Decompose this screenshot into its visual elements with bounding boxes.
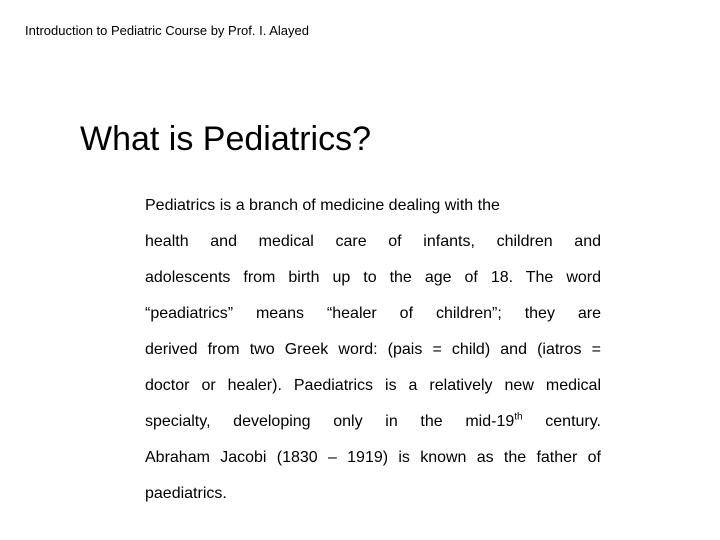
body-line-segment: specialty, developing only in the mid-19 <box>145 413 515 430</box>
body-line: health and medical care of infants, children and <box>145 233 601 250</box>
body-line: Pediatrics is a branch of medicine dealing with the <box>145 197 500 214</box>
slide-title: What is Pediatrics? <box>80 120 371 158</box>
body-line-with-superscript <box>145 404 601 440</box>
body-line: Abraham Jacobi (1830 – 1919) is known as the father of <box>145 449 601 466</box>
body-paragraph <box>145 188 601 512</box>
body-line: paediatrics. <box>145 485 227 502</box>
ordinal-superscript: th <box>514 411 523 423</box>
course-header: Introduction to Pediatric Course by Prof. I. Alayed <box>25 23 309 38</box>
body-line: derived from two Greek word: (pais = child) and (iatros = <box>145 341 601 358</box>
body-line-segment: century. <box>522 413 601 430</box>
body-line: doctor or healer). Paediatrics is a relatively new medical <box>145 377 601 394</box>
body-line: “peadiatrics” means “healer of children”; they are <box>145 305 601 322</box>
body-line: adolescents from birth up to the age of 18. The word <box>145 269 601 286</box>
